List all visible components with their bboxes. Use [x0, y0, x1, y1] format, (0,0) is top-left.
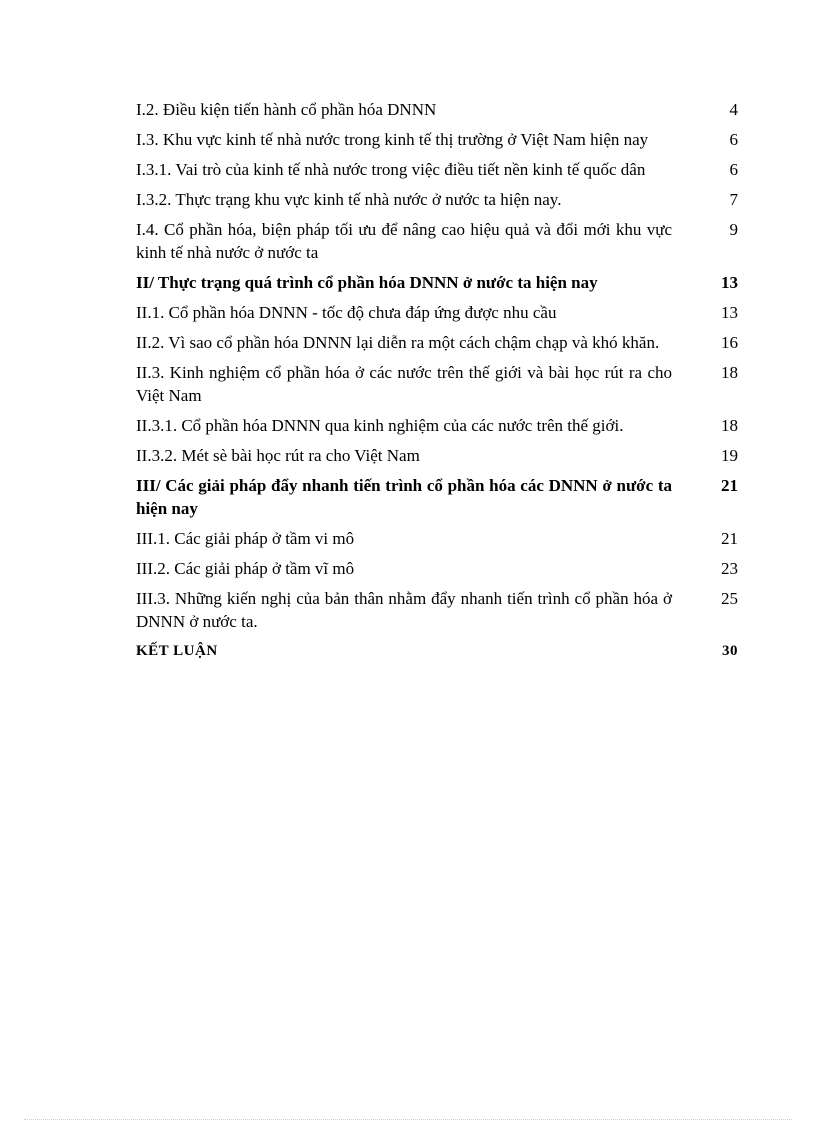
toc-entry-title: II.2. Vì sao cổ phần hóa DNNN lại diễn ra một cách chậm chạp và khó khăn. — [136, 333, 660, 352]
toc-entry-title: II.3.1. Cổ phần hóa DNNN qua kinh nghiệm của các nước trên thế giới. — [136, 416, 624, 435]
toc-entry-title: III.1. Các giải pháp ở tầm vi mô — [136, 529, 355, 548]
toc-entry-title: II/ Thực trạng quá trình cổ phần hóa DNNN ở nước ta hiện nay — [136, 273, 598, 292]
page-bottom-divider — [24, 1119, 792, 1120]
toc-entry-page: 7 — [729, 190, 738, 209]
toc-entry-page: 25 — [721, 589, 738, 608]
toc-entry — [136, 98, 738, 121]
toc-entry-title: II.3.2. Mét sè bài học rút ra cho Việt Nam — [136, 446, 420, 465]
toc-section-heading — [136, 474, 738, 520]
toc-conclusion-heading — [136, 640, 738, 663]
toc-entry-page: 18 — [721, 416, 738, 435]
toc-entry-title: I.3.1. Vai trò của kinh tế nhà nước trong việc điều tiết nền kinh tế quốc dân — [136, 160, 646, 179]
toc-entry-title: III.2. Các giải pháp ở tầm vĩ mô — [136, 559, 355, 578]
toc-entry-title: I.4. Cổ phần hóa, biện pháp tối ưu để nâng cao hiệu quả và đổi mới khu vực kinh tế nhà nước ở nước ta — [136, 220, 672, 262]
toc-entry — [136, 158, 738, 181]
toc-entry-title: III.3. Những kiến nghị của bản thân nhằm đẩy nhanh tiến trình cổ phần hóa ở DNNN ở nước ta. — [136, 589, 672, 631]
toc-section-heading — [136, 271, 738, 294]
toc-entry-title: I.3.2. Thực trạng khu vực kinh tế nhà nước ở nước ta hiện nay. — [136, 190, 562, 209]
toc-entry-title: KẾT LUẬN — [136, 643, 218, 659]
toc-entry-page: 21 — [721, 529, 738, 548]
toc-entry — [136, 361, 738, 407]
toc-entry-title: II.3. Kinh nghiệm cổ phần hóa ở các nước trên thế giới và bài học rút ra cho Việt Nam — [136, 363, 672, 405]
toc-entry — [136, 218, 738, 264]
toc-entry-title: II.1. Cổ phần hóa DNNN - tốc độ chưa đáp ứng được nhu cầu — [136, 303, 557, 322]
toc-entry — [136, 128, 738, 151]
toc-entry-page: 6 — [729, 130, 738, 149]
toc-entry-title: I.3. Khu vực kinh tế nhà nước trong kinh tế thị trường ở Việt Nam hiện nay — [136, 130, 649, 149]
toc-entry — [136, 301, 738, 324]
toc-entry — [136, 188, 738, 211]
toc-entry-page: 6 — [729, 160, 738, 179]
toc-entry-page: 23 — [721, 559, 738, 578]
toc-entry — [136, 414, 738, 437]
toc-entry-page: 9 — [729, 220, 738, 239]
toc-entry-page: 16 — [721, 333, 738, 352]
toc-entry — [136, 331, 738, 354]
toc-entry-page: 19 — [721, 446, 738, 465]
toc-entry-page: 30 — [722, 643, 738, 659]
toc-entry — [136, 587, 738, 633]
toc-entry-page: 4 — [729, 100, 738, 119]
toc-entry-page: 13 — [721, 273, 738, 292]
table-of-contents — [136, 98, 738, 670]
toc-entry-page: 13 — [721, 303, 738, 322]
toc-entry-page: 21 — [721, 476, 738, 495]
toc-entry — [136, 557, 738, 580]
toc-entry-title: I.2. Điều kiện tiến hành cổ phần hóa DNNN — [136, 100, 437, 119]
toc-entry — [136, 527, 738, 550]
toc-entry-title: III/ Các giải pháp đẩy nhanh tiến trình cổ phần hóa các DNNN ở nước ta hiện nay — [136, 476, 672, 518]
toc-entry-page: 18 — [721, 363, 738, 382]
toc-entry — [136, 444, 738, 467]
